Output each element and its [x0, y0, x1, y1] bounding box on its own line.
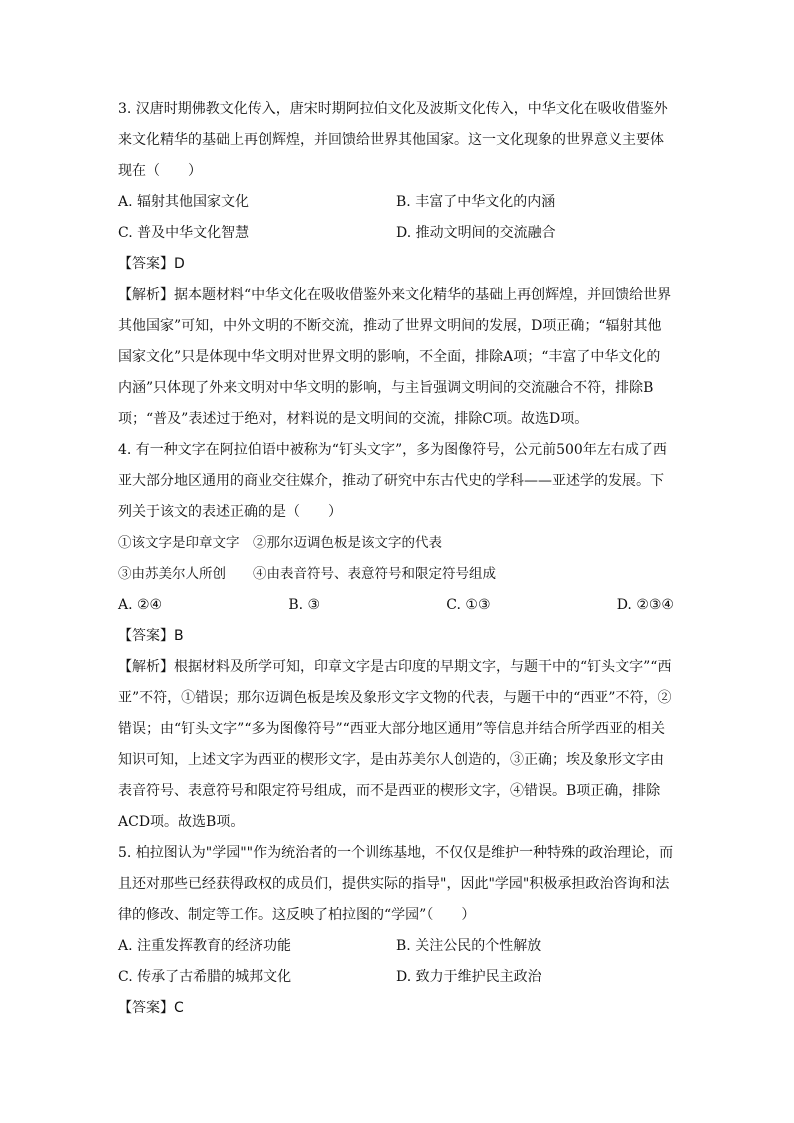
options-row — [118, 218, 674, 249]
option-a: A. 辐射其他国家文化 — [118, 194, 250, 210]
option-b: B. ③ — [288, 597, 321, 613]
question-stem-line: 亚大部分地区通用的商业交往媒介，推动了研究中东古代史的学科——亚述学的发展。下 — [118, 473, 664, 489]
analysis-line: 亚”不符，①错误；那尔迈调色板是埃及象形文字文物的代表，与题干中的“西亚”不符，② — [118, 690, 672, 706]
analysis-line: 内涵”只体现了外来文明对中华文明的影响，与主旨强调文明间的交流融合不符，排除B — [118, 380, 654, 396]
option-b: B. 关注公民的个性解放 — [396, 938, 542, 954]
question-5 — [118, 838, 674, 1024]
statement-line: ③由苏美尔人所创 ④由表音符号、表意符号和限定符号组成 — [118, 566, 496, 582]
option-d: D. ②③④ — [616, 597, 674, 613]
option-d: D. 致力于维护民主政治 — [396, 969, 542, 985]
statement-line: ①该文字是印章文字 ②那尔迈调色板是该文字的代表 — [118, 535, 442, 551]
analysis-line: 【解析】据本题材料“中华文化在吸收借鉴外来文化精华的基础上再创辉煌，并回馈给世界 — [118, 287, 672, 303]
question-3 — [118, 94, 674, 435]
analysis-line: 错误；由“钉头文字”“多为图像符号”“西亚大部分地区通用”等信息并结合所学西亚的相关 — [118, 721, 665, 737]
question-stem-line: 来文化精华的基础上再创辉煌，并回馈给世界其他国家。这一文化现象的世界意义主要体 — [118, 132, 664, 148]
analysis-line: 项；“普及”表述过于绝对，材料说的是文明间的交流，排除C项。故选D项。 — [118, 411, 589, 427]
options-row — [118, 931, 674, 962]
question-stem-line: 列关于该文的表述正确的是（ ） — [118, 504, 342, 520]
options-row — [118, 187, 674, 218]
analysis-line: 【解析】根据材料及所学可知，印章文字是古印度的早期文字，与题干中的“钉头文字”“西 — [118, 659, 672, 675]
analysis-line: 表音符号、表意符号和限定符号组成，而不是西亚的楔形文字，④错误。B项正确，排除 — [118, 783, 661, 799]
options-row — [118, 590, 674, 621]
question-4 — [118, 435, 674, 838]
question-stem-line: 5. 柏拉图认为"学园""作为统治者的一个训练基地，不仅仅是维护一种特殊的政治理论，而 — [118, 845, 674, 861]
answer-line: 【答案】B — [118, 628, 184, 644]
analysis-line: ACD项。故选B项。 — [118, 814, 245, 830]
option-c: C. ①③ — [446, 597, 491, 613]
options-row — [118, 962, 674, 993]
document-body — [118, 94, 674, 1024]
question-stem-line: 3. 汉唐时期佛教文化传入，唐宋时期阿拉伯文化及波斯文化传入，中华文化在吸收借鉴外 — [118, 101, 668, 117]
question-stem-line: 律的修改、制定等工作。这反映了柏拉图的“学园”（ ） — [118, 907, 476, 923]
question-stem-line: 4. 有一种文字在阿拉伯语中被称为“钉头文字”，多为图像符号，公元前500年左右成了西 — [118, 442, 667, 458]
analysis-line: 知识可知，上述文字为西亚的楔形文字，是由苏美尔人创造的，③正确；埃及象形文字由 — [118, 752, 664, 768]
question-stem-line: 现在（ ） — [118, 163, 202, 179]
answer-line: 【答案】D — [118, 256, 185, 272]
option-a: A. 注重发挥教育的经济功能 — [118, 938, 292, 954]
option-b: B. 丰富了中华文化的内涵 — [396, 194, 556, 210]
option-c: C. 普及中华文化智慧 — [118, 225, 250, 241]
answer-line: 【答案】C — [118, 1000, 184, 1016]
option-c: C. 传承了古希腊的城邦文化 — [118, 969, 292, 985]
option-a: A. ②④ — [118, 597, 163, 613]
question-stem-line: 且还对那些已经获得政权的成员们，提供实际的指导"，因此"学园"积极承担政治咨询和法 — [118, 876, 670, 892]
option-d: D. 推动文明间的交流融合 — [396, 225, 556, 241]
analysis-line: 其他国家”可知，中外文明的不断交流，推动了世界文明间的发展，D项正确；“辐射其他 — [118, 318, 662, 334]
analysis-line: 国家文化”只是体现中华文明对世界文明的影响，不全面，排除A项；“丰富了中华文化的 — [118, 349, 661, 365]
